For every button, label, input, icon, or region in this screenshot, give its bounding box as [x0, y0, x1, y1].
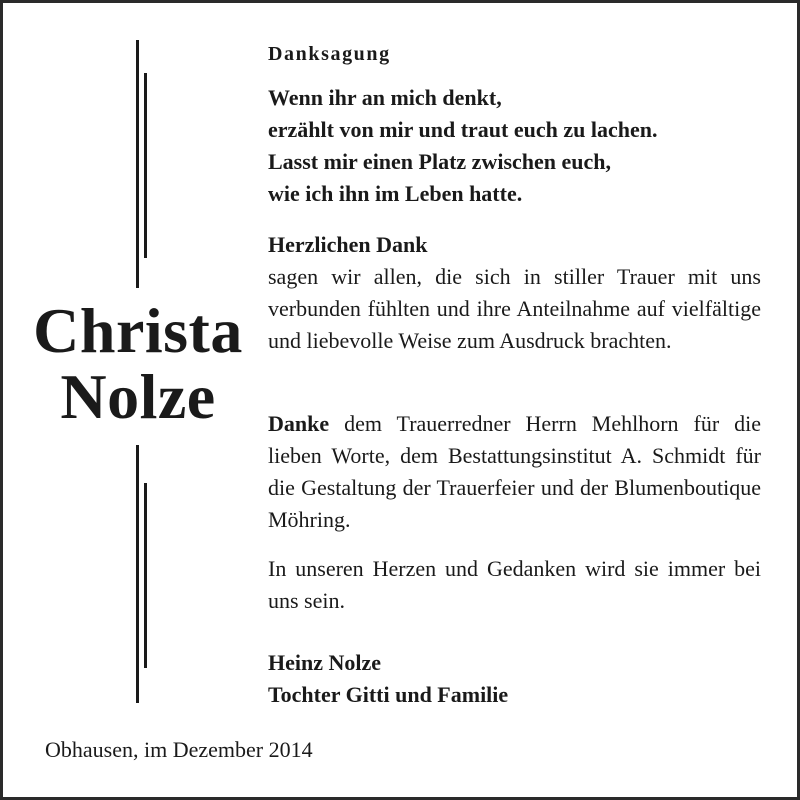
decorative-rule — [136, 445, 139, 703]
signatures — [268, 647, 761, 711]
danke-paragraph — [268, 408, 761, 536]
poem-line: Wenn ihr an mich denkt, — [268, 85, 502, 110]
notice-heading: Danksagung — [268, 43, 391, 65]
place-date: Obhausen, im Dezember 2014 — [45, 737, 313, 762]
danke-lead: Danke — [268, 411, 330, 436]
thanks-paragraph — [268, 229, 761, 357]
thanks-title: Herzlichen Dank — [268, 232, 428, 257]
poem-line: Lasst mir einen Platz zwischen euch, — [268, 149, 612, 174]
poem — [268, 82, 761, 210]
thanks-body: sagen wir allen, die sich in stiller Trauer mit uns verbunden fühlten und ihre Anteilnahme auf vielfältige und liebevolle Weise zum Ausdruck brachten. — [268, 264, 761, 353]
deceased-first-name: Christa — [33, 295, 243, 366]
closing-paragraph: In unseren Herzen und Gedanken wird sie immer bei uns sein. — [268, 556, 761, 613]
signature-line: Heinz Nolze — [268, 650, 382, 675]
poem-line: wie ich ihn im Leben hatte. — [268, 181, 523, 206]
danke-body: dem Trauerredner Herrn Mehlhorn für die lieben Worte, dem Bestattungsinstitut A. Schmidt für die Gestaltung der Trauerfeier und der Blumenboutique Möhring. — [268, 411, 761, 532]
poem-line: erzählt von mir und traut euch zu lachen. — [268, 117, 658, 142]
deceased-last-name: Nolze — [60, 361, 216, 432]
decorative-rule — [144, 483, 147, 668]
decorative-rule — [136, 40, 139, 288]
signature-line: Tochter Gitti und Familie — [268, 682, 509, 707]
decorative-rule — [144, 73, 147, 258]
